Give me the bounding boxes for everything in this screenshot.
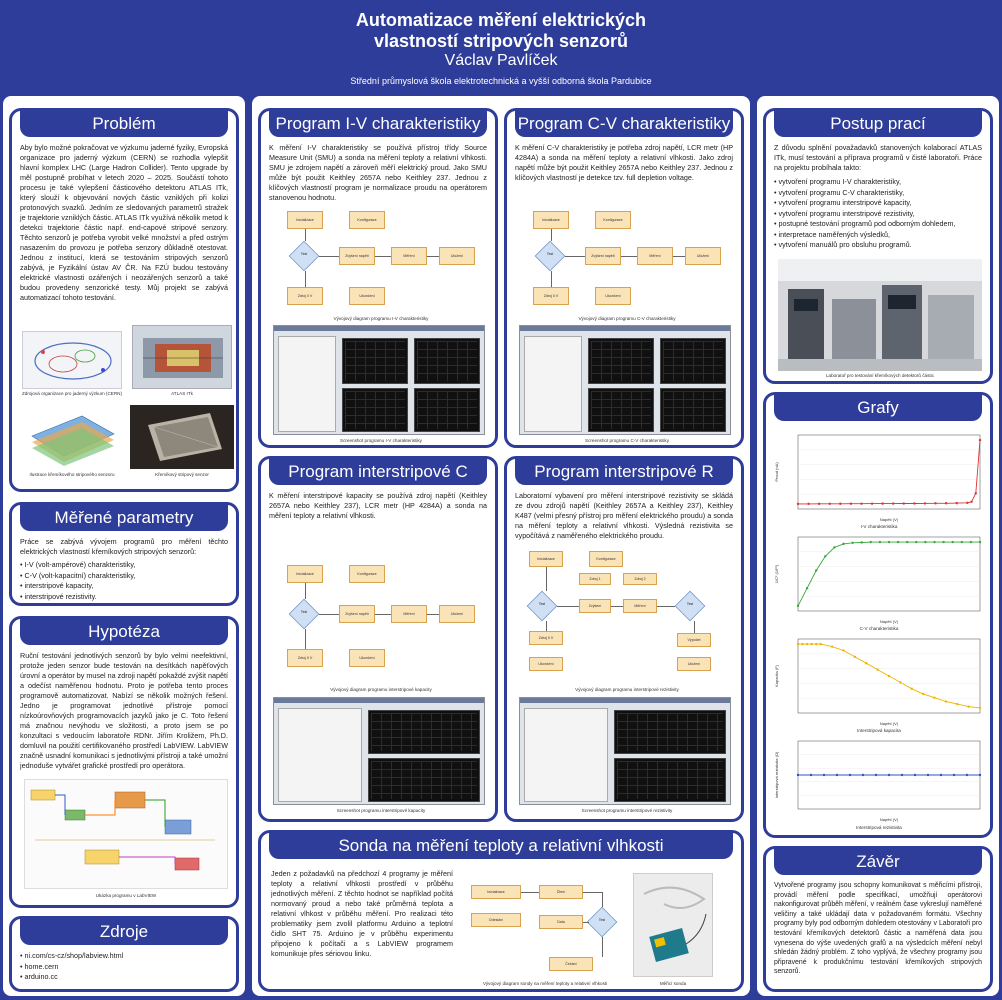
lab-photo (778, 259, 982, 371)
data-point (815, 643, 817, 645)
data-point (966, 502, 968, 504)
caption-sensor-illustration: Ilustrace křemíkového stripového senzoru (29, 472, 115, 477)
data-point (870, 541, 872, 543)
section-title: Program interstripové C (269, 459, 487, 485)
ic-program-screenshot (273, 697, 485, 805)
cv-flowchart: Inicializace Konfigurace Test Zvýšení napětí Měření Uložení Zdroj 0 V Ukončení (525, 207, 725, 315)
probe-flow-caption: Vývojový diagram sondy na měření teploty a relativní vlhkosti (482, 981, 608, 986)
data-point (927, 774, 929, 776)
list-item: • interstripové kapacity, (20, 581, 228, 592)
section-title: Hypotéza (20, 619, 228, 645)
data-point (903, 502, 905, 504)
ir-flow-caption: Vývojový diagram programu interstripové rezistivity (575, 687, 679, 692)
probe-photo (633, 873, 713, 977)
source-link[interactable]: • arduino.cc (20, 972, 228, 983)
data-point (952, 541, 954, 543)
section-title: Postup prací (774, 111, 982, 137)
section-hypothesis (9, 616, 239, 908)
iv-shot-caption: Screenshot programu I-V charakteristiky (340, 438, 422, 443)
data-point (966, 774, 968, 776)
section-sources (9, 916, 239, 992)
cv-flow-caption: Vývojový diagram programu C-V charakteristiky (578, 316, 676, 321)
data-point (942, 541, 944, 543)
data-point (979, 774, 981, 776)
ic-shot-caption: Screenshot programu interstripové kapacity (336, 808, 426, 813)
data-point (865, 662, 867, 664)
data-point (797, 643, 799, 645)
caption-sensor-photo: Křemíkový stripový senzor (155, 472, 209, 477)
data-point (933, 696, 935, 698)
data-point (860, 502, 862, 504)
data-point (871, 502, 873, 504)
data-point (975, 492, 977, 494)
sensor-illustration-image (22, 406, 122, 468)
graph-cv-caption: C-V charakteristika (859, 626, 899, 631)
data-point (810, 774, 812, 776)
data-point (797, 503, 799, 505)
data-point (945, 700, 947, 702)
cv-program-screenshot (519, 325, 731, 435)
data-point (806, 643, 808, 645)
data-point (818, 503, 820, 505)
section-iv (258, 108, 498, 448)
data-point (797, 605, 799, 607)
data-point (836, 774, 838, 776)
list-item: • vytvoření programu I-V charakteristiky, (774, 177, 982, 188)
plot-area (798, 537, 980, 611)
y-axis-label: Interstripová rezistivita (Ω) (774, 751, 779, 799)
data-point (823, 774, 825, 776)
data-point (913, 502, 915, 504)
list-item: • vytvoření programu C-V charakteristiky, (774, 188, 982, 199)
data-point (851, 542, 853, 544)
data-point (956, 703, 958, 705)
section-work (763, 108, 993, 384)
params-text: Práce se zabývá vývojem programů pro měření těchto elektrických vlastností křemíkových stripových senzorů: (20, 537, 228, 556)
ir-text: Laboratorní vybavení pro měření interstripové rezistivity se skládá ze dvou zdrojů napětí (Keithley 2657A a Keithley 237), Keithley K487 (velmi přesný přístroj pro měření elektrického proudu) a sonda na měření teploty a relativní vlhkosti. Výsledná rezistivita se vypočítává z naměřeného elektrického proudu. (515, 491, 733, 540)
section-problem (9, 108, 239, 492)
x-axis-label: Napětí (V) (879, 517, 899, 522)
problem-text: Aby bylo možné pokračovat ve výzkumu jaderné fyziky, Evropská organizace pro jaderný výzkum (CERN) se rozhodla vylepšit hlavní komplex LHC (Large Hadron Collider). Tento upgrade by měl postupně probíhat v letech 2020 – 2025. Součástí tohoto procesu je také vylepšení částicového detektoru ATLAS ITk, který slouží k objevování nových částic vzniklých při kolizi protonových svazků. Jedním ze sledovaných parametrů stražek je trajektorie vzniklých částic. ATLAS ITk využívá několik metod k detekci trajektorie částic např. end-capové stripové senzory. Těchto senzorů je potřeba vyrobit velké množství a před ostrým nasazením do provozu je potřeba senzory důkladně otestovat. Jednou z institucí, která se testováním stripových senzorů zabývá, je Fyzikální ústav AV ČR. Na FZÚ budou testovány elektrické vlastnosti ozářených i neozářených senzorů a také budou provedeny senzorické testy. Můj projekt se zabývá automatizací tohoto testování. (20, 143, 228, 302)
data-point (953, 774, 955, 776)
section-title: Grafy (774, 395, 982, 421)
probe-flowchart: Inicializace Čtení Odeslání Data Test Čekání (469, 873, 619, 979)
data-point (922, 693, 924, 695)
section-title: Závěr (774, 849, 982, 875)
data-point (970, 501, 972, 503)
ir-shot-caption: Screenshot programu interstripové rezistivity (581, 808, 673, 813)
ir-program-screenshot (519, 697, 731, 805)
list-item: • vytvoření manuálů pro obsluhu programů. (774, 240, 982, 251)
data-point (914, 774, 916, 776)
data-point (810, 643, 812, 645)
data-point (911, 688, 913, 690)
graph-ir-caption: Interstripová rezistivita (856, 825, 902, 830)
graph-iv (772, 431, 986, 523)
source-link[interactable]: • home.cern (20, 962, 228, 973)
source-link[interactable]: • ni.com/cs-cz/shop/labview.html (20, 951, 228, 962)
data-point (888, 675, 890, 677)
ic-text: K měření interstripové kapacity se používá zdroj napětí (Keithley 2657A nebo Keithley 237), LCR metr (HP 4284A) a sonda na měření teploty a relativní vlhkosti. (269, 491, 487, 520)
data-point (967, 705, 969, 707)
section-title: Program C-V charakteristiky (515, 111, 733, 137)
section-interstrip-c (258, 456, 498, 822)
probe-photo-caption: Měřicí sonda (659, 981, 687, 986)
section-title: Měřené parametry (20, 505, 228, 531)
data-point (888, 774, 890, 776)
section-title: Sonda na měření teploty a relativní vlhkosti (269, 833, 733, 859)
labview-block-diagram-image (24, 779, 228, 889)
ir-flowchart: Inicializace Konfigurace Zdroj 1 Zdroj 2 Test Zvýšení Měření Test Zdroj 0 V Ukončení Výpočet Uložení (519, 547, 731, 681)
data-point (797, 774, 799, 776)
section-title: Program I-V charakteristiky (269, 111, 487, 137)
graph-interstrip-c (772, 635, 986, 727)
data-point (829, 503, 831, 505)
data-point (899, 681, 901, 683)
school: Střední průmyslová škola elektrotechnická a vyšší odborná škola Pardubice (350, 76, 652, 86)
section-title: Zdroje (20, 919, 228, 945)
section-interstrip-r (504, 456, 744, 822)
x-axis-label: Napětí (V) (879, 817, 899, 822)
data-point (940, 774, 942, 776)
data-point (815, 569, 817, 571)
section-cv (504, 108, 744, 448)
list-item: • postupné testování programů pod odborným dohledem, (774, 219, 982, 230)
data-point (854, 656, 856, 658)
graph-cv (772, 533, 986, 625)
ic-flow-caption: Vývojový diagram programu interstripové kapacity (330, 687, 432, 692)
iv-text: K měření I-V charakteristiky se používá přístroj třídy Source Measure Unit (SMU) a sonda na měření teploty a relativní vlhkosti. SMU je zdrojem napětí a zároveň měří elektrický proud. Jako SMU může být použit Keithley 2657A nebo Keithley 237. Jednou z klíčových vlastností program je normalizace proudu na operátorem stanovenou hodnotu. (269, 143, 487, 202)
data-point (833, 546, 835, 548)
data-point (842, 543, 844, 545)
data-point (807, 503, 809, 505)
cv-shot-caption: Screenshot programu C-V charakteristiky (585, 438, 669, 443)
params-list (12, 558, 236, 602)
list-item: • C-V (volt-kapacitní) charakteristiky, (20, 571, 228, 582)
data-point (862, 774, 864, 776)
data-point (979, 541, 981, 543)
list-item: • interpretace naměřených výsledků, (774, 230, 982, 241)
data-point (892, 502, 894, 504)
author: Václav Pavlíček (444, 52, 558, 69)
caption-atlas: ATLAS ITk (171, 391, 193, 396)
probe-text: Jeden z požadavků na předchozí 4 programy je měření teploty a relativní vlhkosti prostředí v průběhu jednotlivých měření. Z těchto hodnot se například počítá normovaný proud a nebo také průměrná teplota a relativní vlhkost v průběhu měření. Pro realizaci této problematiky jsem zvolil platformu Arduino a teplotní čidlo SHT 75. Arduino je v průběhu experimentu připojeno k počítači a s LabVIEW programem komunikuje přes sériovou linku. (271, 869, 453, 958)
work-list (766, 175, 990, 251)
data-point (876, 668, 878, 670)
data-point (970, 541, 972, 543)
caption-cern: Zdrojová organizace pro jaderný výzkum (CERN) (21, 391, 123, 396)
data-point (861, 541, 863, 543)
section-title: Problém (20, 111, 228, 137)
data-point (906, 541, 908, 543)
graph-ic-caption: Interstripová kapacita (857, 728, 901, 733)
data-point (915, 541, 917, 543)
atlas-image (132, 325, 232, 389)
section-graphs (763, 392, 993, 838)
data-point (933, 541, 935, 543)
data-point (979, 707, 981, 709)
hypothesis-text: Ruční testování jednotlivých senzorů by bylo velmi neefektivní, protože jeden senzor bude testován na desítkách napěťových úrovní a operátor by musel na zdroji napětí pokaždé zvýšit napětí a odečíst naměřenou hodnotu. Proto je potřeba tento proces programově automatizovat. Nabízí se několik možných řešení. Jedno je programovat jednotlivé přístroje pomocí nízkoúrovňových programovacích jazyků jako je C. Toto řešení má značnou nevýhodu ve složitosti, a proto jsem se po konzultaci s vedoucím laboratoře RDNr. Jiřím Kroližem, Ph.D. domluvil na použití certifikovaného prostředí LabVIEW. LabVIEW značně usnadní komunikaci s jednotlivými přístroji a také umožní jednoduše vytvářet grafické prostředí pro operátora. (20, 651, 228, 770)
cv-text: K měření C-V charakteristiky je potřeba zdroj napětí, LCR metr (HP 4284A) a sonda na měření teploty a relativní vlhkosti. Jako zdroj napětí může být použit Keithley 2657A nebo Keithley 237. Jednou z klíčových vlastností je detekce tzv. full depletion voltage. (515, 143, 733, 182)
data-point (945, 502, 947, 504)
caption-labview: Ukázka programu v LabVIEW (95, 893, 157, 898)
list-item: • vytvoření programu interstripové rezistivity, (774, 209, 982, 220)
data-point (806, 587, 808, 589)
data-point (897, 541, 899, 543)
graph-interstrip-r (772, 737, 986, 823)
y-axis-label: Proud (nA) (774, 462, 779, 482)
work-text: Z důvodu splnění považadavků stanovených kolaborací ATLAS ITk, musí testování a příprava programů v čisté laboratoři. Práce na projektu probíhala takto: (774, 143, 982, 172)
section-title: Program interstripové R (515, 459, 733, 485)
conclusion-text: Vytvořené programy jsou schopny komunikovat s měřicími přístroji, provádí měření podle specifikací, umožňují operátorovi nakonfigurovat průběh měření, v reálném čase vykreslují naměřené veličiny a také ukládají data v požadovaném formátu. Všechny programy byly pod odborným dohledem otestovány v Laboratoři pro testování křemíkových detektorů částic a naměřená data jsou vynesena do výše uvedených grafů a na výsledcích měření nebyl shledán žádný problém. Z toho vyplývá, že všechny programy jsou připravené k produkčnímu testování křemíkových stripových senzorů. (774, 882, 982, 976)
section-params (9, 502, 239, 606)
data-point (842, 649, 844, 651)
poster-header (0, 0, 1002, 95)
section-probe (258, 830, 744, 992)
y-axis-label: 1/C² (1/F²) (774, 564, 779, 584)
data-point (934, 502, 936, 504)
section-conclusion (763, 846, 993, 992)
data-point (956, 502, 958, 504)
y-axis-label: Kapacita (F) (774, 665, 779, 687)
data-point (850, 503, 852, 505)
lab-photo-caption: Laboratoř pro testování křemíkových detektorů částic (825, 373, 934, 378)
data-point (961, 541, 963, 543)
iv-flowchart: Inicializace Konfigurace Test Zvýšení napětí Měření Uložení Zdroj 0 V Ukončení (279, 207, 479, 315)
cern-diagram-image (22, 331, 122, 389)
data-point (820, 643, 822, 645)
list-item: • interstripové rezistivity. (20, 592, 228, 603)
plot-area (798, 435, 980, 509)
list-item: • I-V (volt-ampérové) charakteristiky, (20, 560, 228, 571)
data-point (888, 541, 890, 543)
data-point (924, 541, 926, 543)
data-point (879, 541, 881, 543)
poster-title: Automatizace měření elektrických vlastností stripových senzorů (355, 10, 647, 51)
data-point (839, 503, 841, 505)
data-point (901, 774, 903, 776)
data-point (831, 645, 833, 647)
sensor-photo (130, 405, 234, 469)
iv-program-screenshot (273, 325, 485, 435)
x-axis-label: Napětí (V) (879, 721, 899, 726)
data-point (801, 643, 803, 645)
graph-iv-caption: I-V charakteristika (860, 524, 898, 529)
x-axis-label: Napětí (V) (879, 619, 899, 624)
list-item: • vytvoření programu interstripové kapacity, (774, 198, 982, 209)
iv-flow-caption: Vývojový diagram programu I-V charakteristiky (333, 316, 429, 321)
data-point (875, 774, 877, 776)
ic-flowchart: Inicializace Konfigurace Test Zvýšení napětí Měření Uložení Zdroj 0 V Ukončení (279, 559, 479, 677)
data-point (824, 555, 826, 557)
data-point (924, 502, 926, 504)
sources-list (12, 945, 236, 983)
data-point (849, 774, 851, 776)
data-point (881, 502, 883, 504)
data-point (979, 439, 981, 441)
